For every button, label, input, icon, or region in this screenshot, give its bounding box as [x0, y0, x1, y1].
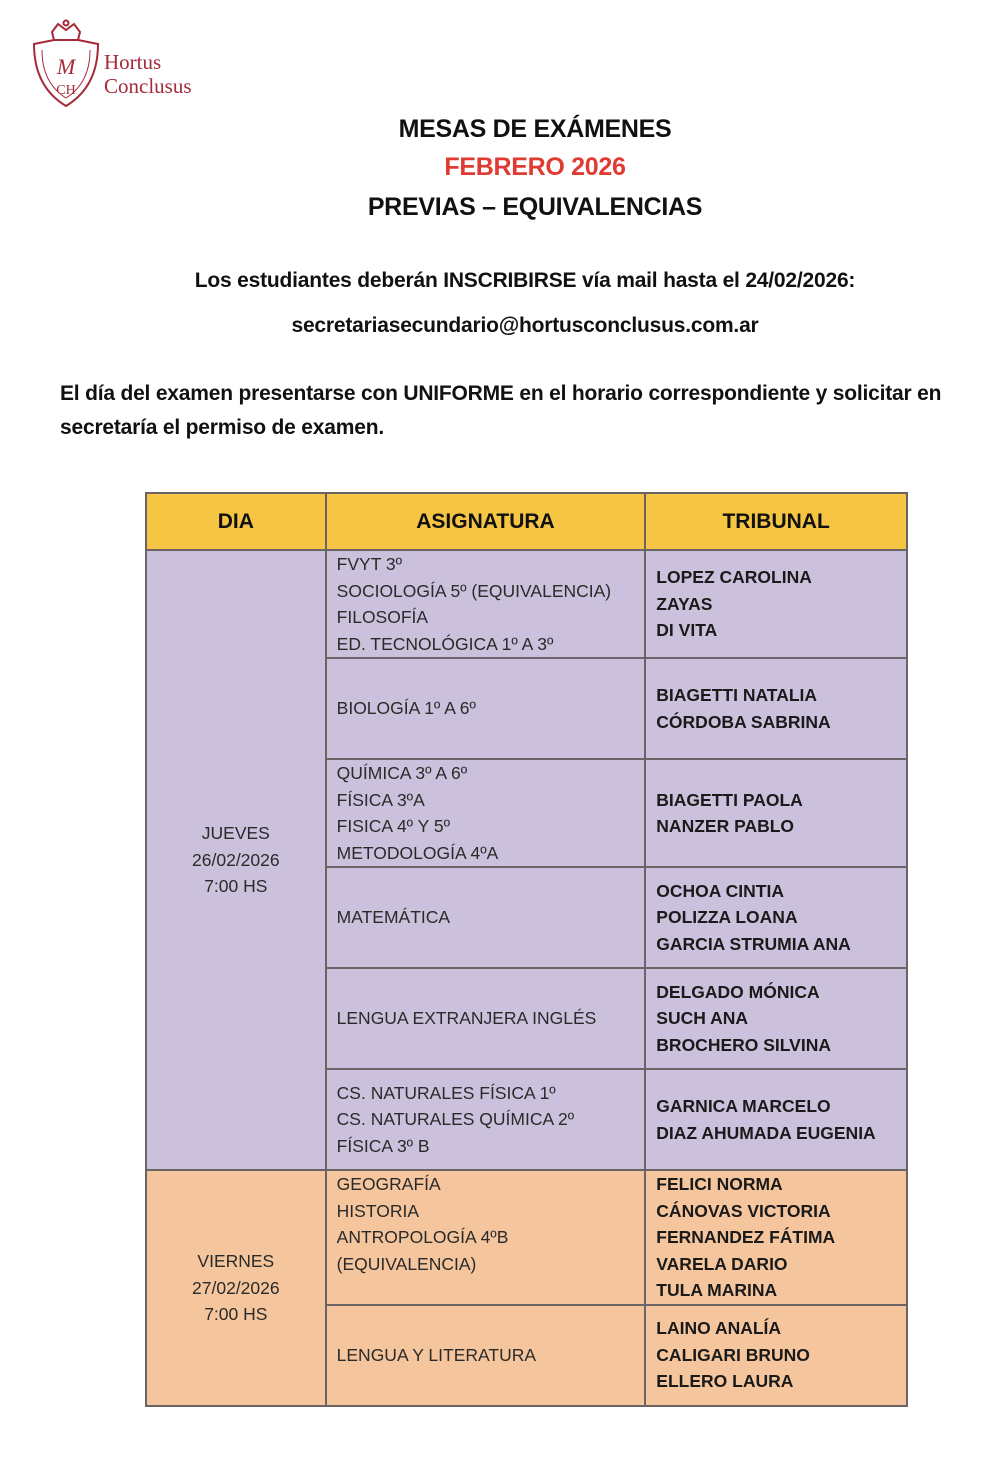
subject-item: CS. NATURALES QUÍMICA 2º [336, 1109, 575, 1130]
subject-item: ED. TECNOLÓGICA 1º A 3º [336, 633, 554, 654]
subject-item: FÍSICA 3º B [336, 1135, 430, 1156]
exam-day-note: El día del examen presentarse con UNIFORME en el horario correspondiente y solicitar en secretaría el permiso de examen. [60, 382, 942, 439]
tribunal-member: VARELA DARIO [656, 1253, 788, 1274]
subject-item: SOCIOLOGÍA 5º (EQUIVALENCIA) [336, 580, 612, 601]
day-cell [146, 1170, 326, 1406]
exam-schedule-table [145, 492, 908, 1407]
subject-cell [326, 968, 646, 1069]
column-header-asignatura: ASIGNATURA [326, 493, 646, 550]
tribunal-member: BIAGETTI PAOLA [656, 789, 803, 810]
school-name: Hortus Conclusus [104, 50, 192, 98]
subject-cell [326, 1305, 646, 1406]
day-cell [146, 550, 326, 1170]
subject-item: QUÍMICA 3º A 6º [336, 763, 468, 783]
subject-cell [326, 550, 646, 658]
tribunal-member: FELICI NORMA [656, 1174, 783, 1194]
tribunal-cell [645, 968, 907, 1069]
tribunal-cell [645, 1069, 907, 1170]
registration-email-link[interactable]: secretariasecundario@hortusconclusus.com.ar [291, 314, 759, 337]
subject-cell [326, 759, 646, 867]
tribunal-member: GARNICA MARCELO [656, 1096, 831, 1116]
column-header-tribunal: TRIBUNAL [645, 493, 907, 550]
tribunal-member: FERNANDEZ FÁTIMA [656, 1227, 836, 1247]
tribunal-member: CALIGARI BRUNO [656, 1344, 810, 1365]
registration-instructions: Los estudiantes deberán INSCRIBIRSE vía mail hasta el 24/02/2026: [194, 269, 856, 292]
tribunal-member: DI VITA [656, 620, 718, 641]
subject-cell [326, 867, 646, 968]
tribunal-member: CÓRDOBA SABRINA [656, 711, 831, 732]
tribunal-member: OCHOA CINTIA [656, 880, 784, 901]
day-line: 27/02/2026 [192, 1277, 280, 1298]
table-row [146, 1170, 907, 1305]
subject-item: FÍSICA 3ºA [336, 789, 425, 810]
table-header-row [146, 493, 907, 550]
tribunal-member: ELLERO LAURA [656, 1371, 794, 1392]
tribunal-member: DIAZ AHUMADA EUGENIA [656, 1122, 876, 1143]
tribunal-member: DELGADO MÓNICA [656, 981, 820, 1002]
subject-item: LENGUA EXTRANJERA INGLÉS [336, 1008, 597, 1029]
column-header-dia: DIA [146, 493, 326, 550]
subject-item: (EQUIVALENCIA) [336, 1253, 477, 1274]
subject-item: MATEMÁTICA [336, 907, 451, 928]
tribunal-cell [645, 1170, 907, 1305]
subject-item: HISTORIA [336, 1200, 419, 1221]
subject-item: FISICA 4º Y 5º [336, 816, 450, 836]
day-line: JUEVES [201, 823, 270, 844]
tribunal-member: LOPEZ CAROLINA [656, 567, 812, 588]
subject-cell [326, 658, 646, 759]
day-line: 7:00 HS [204, 1304, 268, 1324]
tribunal-member: ZAYAS [656, 593, 713, 614]
day-line: VIERNES [197, 1251, 275, 1271]
school-logo [30, 18, 220, 110]
subject-item: BIOLOGÍA 1º A 6º [336, 698, 476, 719]
tribunal-member: GARCIA STRUMIA ANA [656, 933, 851, 954]
day-line: 7:00 HS [204, 876, 268, 897]
subject-item: FILOSOFÍA [336, 607, 429, 627]
tribunal-cell [645, 550, 907, 658]
page-subtitle: PREVIAS – EQUIVALENCIAS [367, 193, 703, 221]
tribunal-cell [645, 1305, 907, 1406]
tribunal-cell [645, 658, 907, 759]
tribunal-member: TULA MARINA [656, 1280, 778, 1300]
subject-item: METODOLOGÍA 4ºA [336, 842, 499, 863]
tribunal-member: SUCH ANA [656, 1008, 749, 1029]
tribunal-member: BROCHERO SILVINA [656, 1034, 831, 1055]
tribunal-cell [645, 759, 907, 867]
crest-shield-icon [30, 18, 102, 110]
tribunal-cell [645, 867, 907, 968]
svg-text:M: M [56, 54, 76, 79]
tribunal-member: CÁNOVAS VICTORIA [656, 1200, 831, 1221]
page-title: MESAS DE EXÁMENES [398, 115, 672, 143]
subject-cell [326, 1069, 646, 1170]
day-line: 26/02/2026 [192, 849, 280, 870]
exam-period: FEBRERO 2026 [444, 153, 626, 181]
subject-item: LENGUA Y LITERATURA [336, 1344, 537, 1365]
tribunal-member: BIAGETTI NATALIA [656, 685, 818, 705]
table-row [146, 550, 907, 658]
subject-item [337, 1277, 635, 1304]
subject-item: CS. NATURALES FÍSICA 1º [336, 1082, 556, 1103]
tribunal-member: POLIZZA LOANA [656, 907, 798, 928]
svg-text:CH: CH [56, 83, 76, 98]
subject-item: FVYT 3º [336, 554, 403, 574]
subject-item: ANTROPOLOGÍA 4ºB [336, 1227, 509, 1247]
tribunal-member: NANZER PABLO [656, 816, 795, 836]
subject-item: GEOGRAFÍA [336, 1174, 441, 1194]
tribunal-member: LAINO ANALÍA [656, 1318, 782, 1339]
subject-cell [326, 1170, 646, 1305]
